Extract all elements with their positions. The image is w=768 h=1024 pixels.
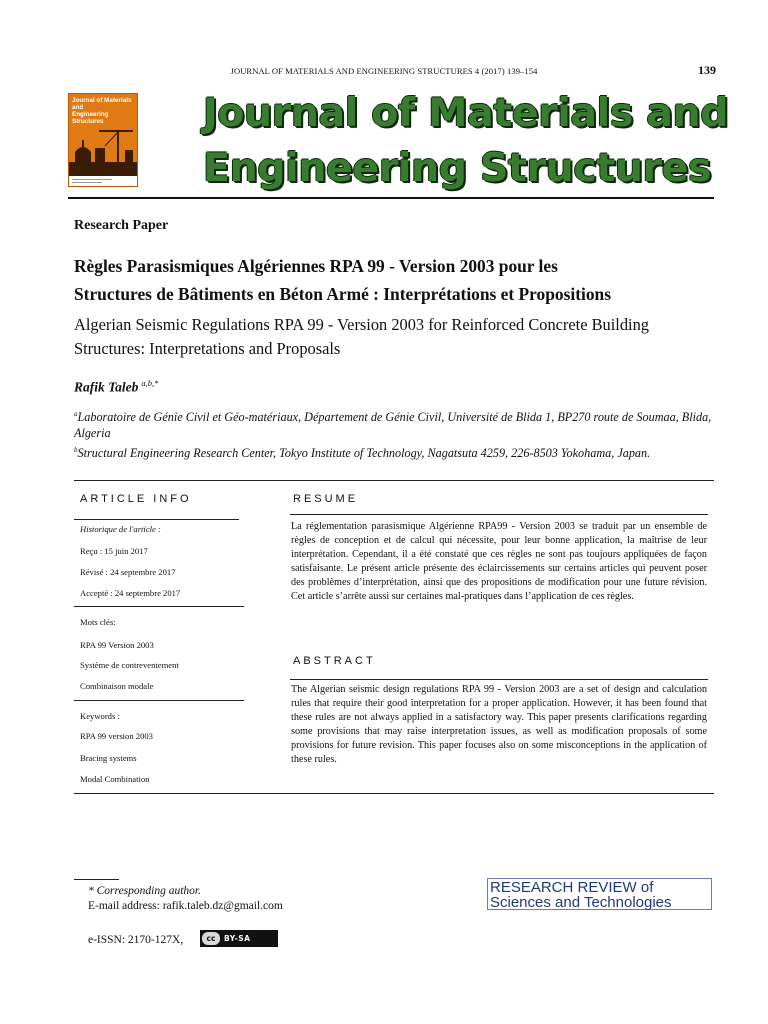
affiliation-text: Laboratoire de Génie Civil et Géo-matériaux, Département de Génie Civil, Université de Blida 1, BP270 route de Soumaa, Blida, Algeria [74, 410, 712, 440]
title-french [74, 252, 734, 308]
history-rule [74, 606, 244, 607]
title-french-line-1: Règles Parasismiques Algériennes RPA 99 - Version 2003 pour les [74, 256, 558, 276]
journal-cover-image [68, 93, 138, 187]
article-info-rule [74, 519, 239, 520]
mot-cle: Système de contreventement [80, 660, 179, 670]
footnote-rule [74, 879, 119, 880]
revised-date: Révisé : 24 septembre 2017 [80, 567, 176, 577]
license-label: BY-SA [224, 934, 251, 943]
title-english-line-1: Algerian Seismic Regulations RPA 99 - Version 2003 for Reinforced Concrete Building [74, 315, 649, 334]
mot-cle: RPA 99 Version 2003 [80, 640, 154, 650]
history-label: Historique de l'article : [80, 524, 161, 534]
mots-cles-label: Mots clés: [80, 617, 116, 627]
title-french-line-2: Structures de Bâtiments en Béton Armé : Interprétations et Propositions [74, 284, 611, 304]
author-email: E-mail address: rafik.taleb.dz@gmail.com [88, 900, 283, 912]
title-english-line-2: Structures: Interpretations and Proposals [74, 339, 341, 358]
keywords-label: Keywords : [80, 711, 120, 721]
cc-by-sa-badge [200, 930, 278, 947]
info-bottom-rule [74, 793, 714, 794]
affiliation-mark: b [74, 446, 78, 454]
issn: e-ISSN: 2170-127X, [88, 934, 184, 946]
author-name-text: Rafik Taleb [74, 379, 139, 395]
abstract-text: The Algerian seismic design regulations RPA 99 - Version 2003 are a set of design and calculation rules that require their good interpretation for a proper application. However, it has been found that these rules are not always applied in a satisfactory way. This paper presents clarifications regarding some provisions that may raise interpretation issues, as well as modification proposals of some provisions for future revision. This paper focuses also on some misconceptions in the application of these rules. [291, 684, 707, 766]
keyword: Modal Combination [80, 774, 150, 784]
construction-silhouette-icon [69, 126, 137, 176]
masthead-line-1: Journal of Materials and [203, 90, 729, 136]
journal-masthead [203, 86, 728, 196]
affiliation-text: Structural Engineering Research Center, Tokyo Institute of Technology, Nagatsuta 4259, 226-8503 Yokohama, Japan. [77, 446, 651, 461]
resume-rule [290, 514, 708, 515]
title-english [74, 313, 734, 361]
corresponding-author-note: * Corresponding author. [88, 885, 201, 897]
cover-title-line: Journal of Materials and [72, 97, 132, 111]
affiliation-b [74, 443, 714, 462]
resume-heading: RESUME [293, 493, 359, 505]
info-top-rule [74, 480, 714, 481]
publisher-logo-line-2: Sciences and Technologies [490, 894, 672, 911]
running-head: JOURNAL OF MATERIALS AND ENGINEERING STRUCTURES 4 (2017) 139–154 [230, 66, 538, 76]
page-number: 139 [698, 63, 716, 77]
affiliation-a [74, 407, 714, 441]
affiliation-mark: a [74, 410, 78, 418]
keyword: Bracing systems [80, 753, 137, 763]
accepted-date: Accepté : 24 septembre 2017 [80, 588, 181, 598]
author-affil-marks: a,b,* [141, 378, 159, 388]
mot-cle: Combinaison modale [80, 681, 154, 691]
masthead-divider [68, 197, 714, 199]
mots-rule [74, 700, 244, 701]
publisher-logo [487, 878, 712, 910]
received-date: Reçu : 15 juin 2017 [80, 546, 148, 556]
abstract-rule [290, 679, 708, 680]
abstract-heading: ABSTRACT [293, 655, 376, 667]
article-type: Research Paper [74, 218, 169, 233]
publisher-logo-line-1: RESEARCH REVIEW of [490, 879, 654, 896]
masthead-line-2: Engineering Structures [203, 145, 712, 191]
creative-commons-icon: cc [202, 932, 220, 945]
cover-footer [69, 176, 137, 186]
cover-title [72, 97, 137, 125]
article-info-heading: ARTICLE INFO [80, 493, 192, 505]
resume-text: La réglementation parasismique Algérienne RPA99 - Version 2003 se traduit par un ensemble de règles de conception et de calcul qui nécessite, pour leur bonne application, la maîtrise de leur interprétation. Cependant, il a été constaté que ces règles ne sont pas toujours appliquées de façon satisfaisante. Le présent article présente des éclaircissements sur certains articles qui peuvent poser des problèmes d’interprétation, ainsi que des propositions de modification pour une future révision. Cet article s’arrête aussi sur certaines mal-pratiques dans l’application de ces règles. [291, 521, 707, 603]
keyword: RPA 99 version 2003 [80, 731, 153, 741]
author-name [74, 378, 158, 396]
cover-title-line: Engineering Structures [72, 111, 109, 125]
